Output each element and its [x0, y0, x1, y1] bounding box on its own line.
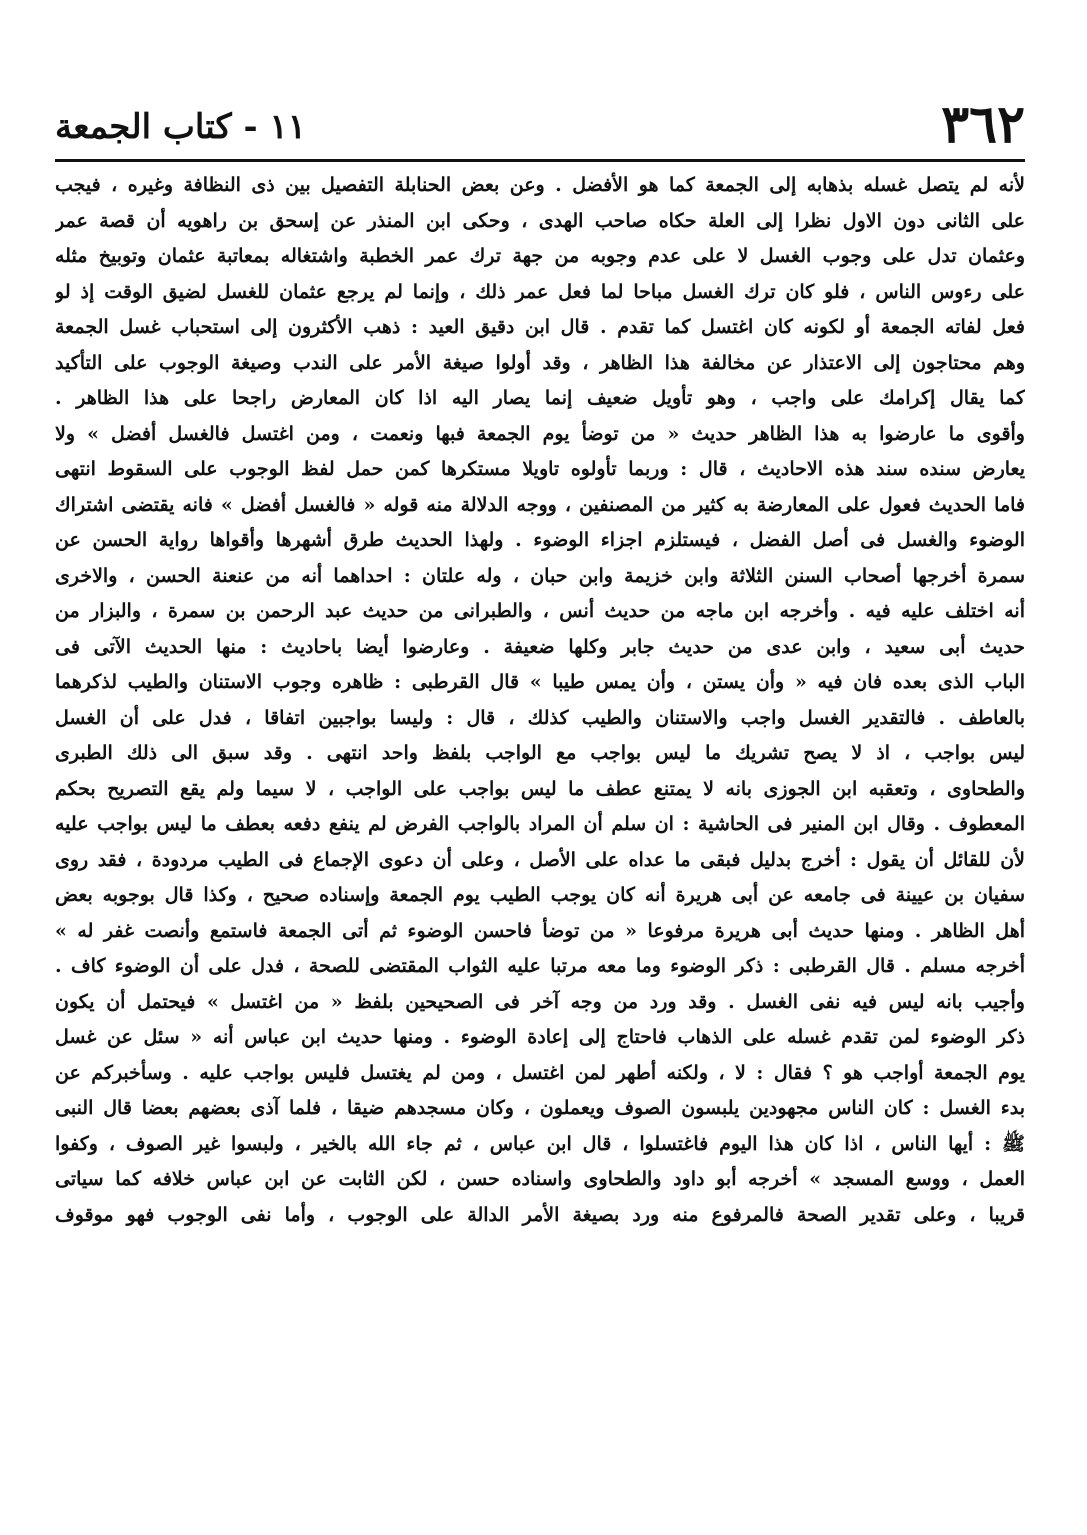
text-line: حديث أبى سعيد ، وابن عدى من حديث جابر وكلها ضعيفة . وعارضوا أيضا باحاديث : منها الحديث الآتى فى	[55, 635, 1025, 658]
text-line: على الثانى دون الاول نظرا إلى العلة حكاه صاحب الهدى ، وحكى ابن المنذر عن إسحق بن راهويه أن قصة عمر	[55, 209, 1025, 232]
text-line: سفيان بن عيينة فى جامعه عن أبى هريرة أنه كان يوجب الطيب يوم الجمعة وإسناده صحيح ، وكذا قال بوجوبه بعض	[55, 884, 1025, 906]
header-rule	[55, 159, 1025, 162]
text-line: المعطوف . وقال ابن المنير فى الحاشية : ان سلم أن المراد بالواجب الفرض لم ينفع دفعه بعطف ما ليس بواجب عليه	[55, 813, 1025, 835]
text-line: بالعاطف . فالتقدير الغسل واجب والاستنان والطيب كذلك ، قال : وليسا بواجبين اتفاقا ، فدل على أن الغسل	[55, 706, 1025, 729]
text-line: سمرة أخرجها أصحاب السنن الثلاثة وابن خزيمة وابن حبان ، وله علتان : احداهما أنه من عنعنة الحسن ، والاخرى	[55, 564, 1025, 587]
text-line: الوضوء والغسل فى أصل الفضل ، فيستلزم اجزاء الوضوء . ولهذا الحديث طرق أشهرها وأقواها رواية الحسن عن	[55, 529, 1025, 551]
text-line: بدء الغسل : كان الناس مجهودين يلبسون الصوف ويعملون ، وكان مسجدهم ضيقا ، فلما آذى بعضهم بعضا قال النبى	[55, 1097, 1025, 1119]
text-line: لأنه لم يتصل غسله بذهابه إلى الجمعة كما هو الأفضل . وعن بعض الحنابلة التفصيل بين ذى النظافة وغيره ، فيجب	[55, 174, 1025, 196]
text-line: لأن للقائل أن يقول : أخرج بدليل فبقى ما عداه على الأصل ، وعلى أن دعوى الإجماع فى الطيب مردودة ، فقد روى	[55, 848, 1025, 871]
text-line: العمل ، ووسع المسجد » أخرجه أبو داود والطحاوى واسناده حسن ، لكن الثابت عن ابن عباس خلافه كما سياتى	[55, 1168, 1025, 1190]
text-line: الباب الذى بعده فان فيه « وأن يستن ، وأن يمس طيبا » قال القرطبى : ظاهره وجوب الاستنان والطيب لذكرهما	[55, 671, 1025, 693]
page-number: ٣٦٢	[941, 94, 1025, 155]
text-line: فاما الحديث فعول على المعارضة به كثير من المصنفين ، ووجه الدلالة منه قوله « فالغسل أفضل » فانه يقتضى اشتراك	[55, 493, 1025, 516]
text-line: فعل لفاته الجمعة أو لكونه كان اغتسل كما تقدم . قال ابن دقيق العيد : ذهب الأكثرون إلى استحباب غسل الجمعة	[55, 316, 1025, 338]
text-line: وأقوى ما عارضوا به هذا الظاهر حديث « من توضأ يوم الجمعة فبها ونعمت ، ومن اغتسل فالغسل أفضل » ولا	[55, 422, 1025, 445]
text-line: ذكر الوضوء لمن تقدم غسله على الذهاب فاحتاج إلى إعادة الوضوء . ومنها حديث ابن عباس أنه « سئل عن غسل	[55, 1026, 1025, 1048]
text-line: كما يقال إكرامك على واجب ، وهو تأويل ضعيف إنما يصار اليه اذا كان المعارض راجحا على هذا الظاهر .	[55, 387, 1025, 409]
text-line: وأجيب بانه ليس فيه نفى الغسل . وقد ورد من وجه آخر فى الصحيحين بلفظ « من اغتسل » فيحتمل أن يكون	[55, 990, 1025, 1013]
text-line: قريبا ، وعلى تقدير الصحة فالمرفوع منه ورد بصيغة الأمر الدالة على الوجوب ، وأما نفى الوجوب فهو موقوف	[55, 1203, 1025, 1226]
text-line: ليس بواجب ، اذ لا يصح تشريك ما ليس بواجب مع الواجب بلفظ واحد انتهى . وقد سبق الى ذلك الطبرى	[55, 742, 1025, 764]
text-line: على رءوس الناس ، فلو كان ترك الغسل مباحا لما فعل عمر ذلك ، وإنما لم يرجع عثمان للغسل لضيق الوقت إذ لو	[55, 280, 1025, 303]
text-line: وعثمان تدل على وجوب الغسل لا على عدم وجوبه من جهة ترك عمر الخطبة واشتغاله بمعاتبة عثمان وتوبيخ مثله	[55, 245, 1025, 267]
book-title: ١١ - كتاب الجمعة	[55, 107, 307, 147]
text-line: يوم الجمعة أواجب هو ؟ فقال : لا ، ولكنه أطهر لمن اغتسل ، ومن لم يغتسل فليس بواجب عليه . وسأخبركم عن	[55, 1061, 1025, 1084]
text-line: وهم محتاجون إلى الاعتذار عن مخالفة هذا الظاهر ، وقد أولوا صيغة الأمر على الندب وصيغة الوجوب على التأكيد	[55, 351, 1025, 374]
text-line: أنه اختلف عليه فيه . وأخرجه ابن ماجه من حديث أنس ، والطبرانى من حديث عبد الرحمن بن سمرة ، والبزار من	[55, 600, 1025, 622]
body-text	[55, 168, 1025, 1233]
page-header	[55, 92, 1025, 158]
text-line: والطحاوى ، وتعقبه ابن الجوزى بانه لا يمتنع عطف ما ليس بواجب على الواجب ، لا سيما ولم يقع التصريح بحكم	[55, 777, 1025, 800]
text-line: ﷺ : أيها الناس ، اذا كان هذا اليوم فاغتسلوا ، قال ابن عباس ، ثم جاء الله بالخير ، ولبسوا غير الصوف ، وكفوا	[55, 1132, 1025, 1155]
text-line: يعارض سنده سند هذه الاحاديث ، قال : وربما تأولوه تاويلا مستكرها كمن حمل لفظ الوجوب على السقوط انتهى	[55, 458, 1025, 480]
text-line: أهل الظاهر . ومنها حديث أبى هريرة مرفوعا « من توضأ فاحسن الوضوء ثم أتى الجمعة فاستمع وأنصت غفر له »	[55, 919, 1025, 942]
text-line: أخرجه مسلم . قال القرطبى : ذكر الوضوء وما معه مرتبا عليه الثواب المقتضى للصحة ، فدل على أن الوضوء كاف .	[55, 955, 1025, 977]
